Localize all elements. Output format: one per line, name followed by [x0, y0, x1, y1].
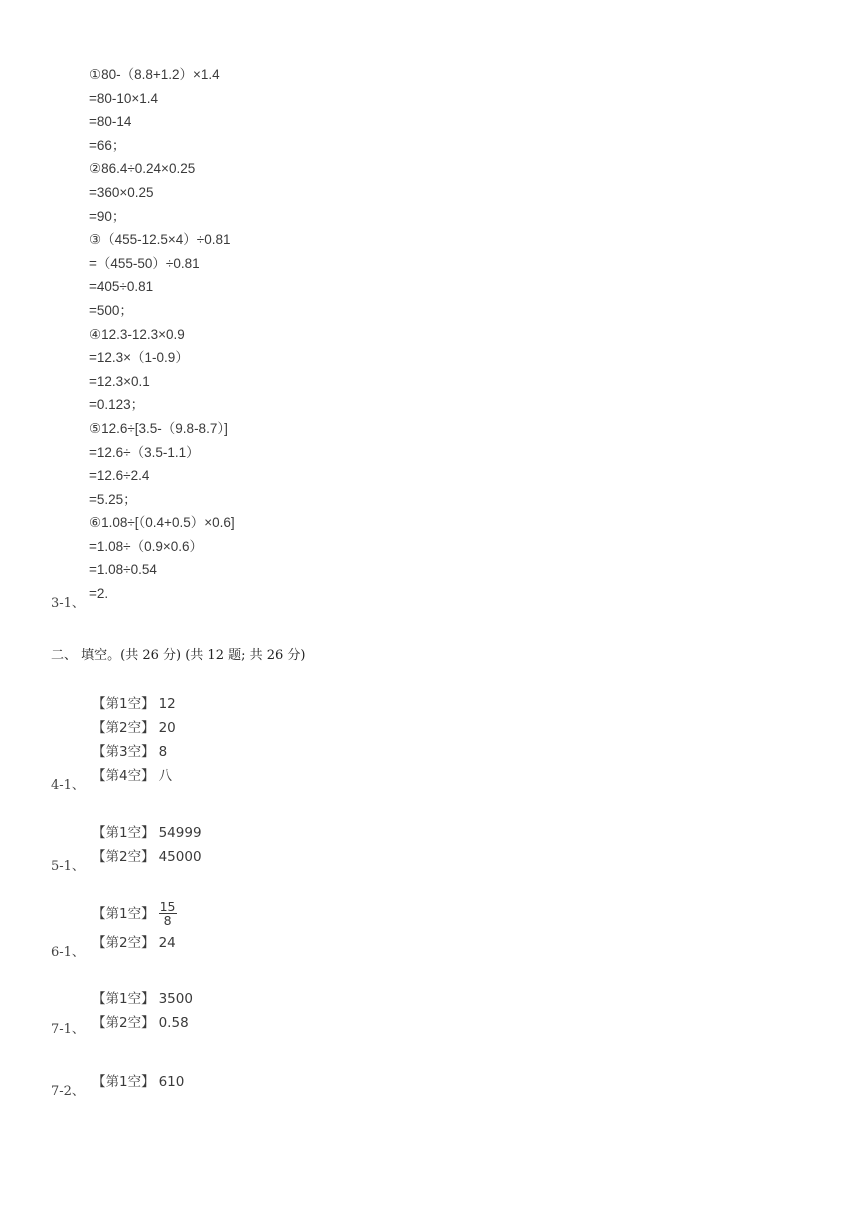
calc-step: =12.3×（1-0.9） [89, 350, 189, 366]
calc-step: =（455-50）÷0.81 [89, 255, 200, 271]
calc-step: =12.6÷2.4 [89, 468, 150, 484]
calc-step: =1.08÷（0.9×0.6） [89, 538, 203, 554]
calc-step: =80-14 [89, 114, 132, 130]
blank-value: 54999 [158, 825, 202, 841]
calc-step: =360×0.25 [89, 184, 154, 200]
blank-value: 8 [158, 744, 168, 760]
item-label-7-1: 7-1、 [51, 1022, 85, 1037]
calc-step: ⑥1.08÷[（0.4+0.5）×0.6] [89, 515, 235, 531]
blank-label: 【第1空】 [92, 991, 155, 1007]
calc-step: ⑤12.6÷[3.5-（9.8-8.7）] [89, 420, 228, 436]
answer-line [92, 845, 202, 869]
calc-step: =2. [89, 586, 109, 602]
calc-step: =80-10×1.4 [89, 90, 159, 106]
item-label-6-1: 6-1、 [51, 945, 85, 960]
calc-step: =66； [89, 137, 126, 153]
blank-value: 24 [158, 935, 176, 951]
blank-value: 八 [158, 768, 173, 784]
item-label-4-1: 4-1、 [51, 778, 85, 793]
blank-value: 45000 [158, 849, 202, 865]
answer-line [92, 931, 177, 955]
fraction-value [159, 900, 177, 927]
calc-step: ②86.4÷0.24×0.25 [89, 161, 196, 177]
calc-step: =0.123； [89, 397, 145, 413]
blank-label: 【第2空】 [92, 1015, 155, 1031]
blank-value: 610 [158, 1074, 185, 1090]
answer-group-4-1 [92, 692, 176, 788]
answer-group-6-1 [92, 897, 177, 955]
calc-step: =12.3×0.1 [89, 373, 150, 389]
item-label-3-1: 3-1、 [51, 596, 85, 611]
calc-step: =1.08÷0.54 [89, 562, 157, 578]
blank-label: 【第2空】 [92, 720, 155, 736]
answer-line [92, 897, 177, 931]
calculation-steps [89, 63, 235, 606]
fraction-denominator: 8 [163, 912, 172, 928]
blank-value: 0.58 [158, 1015, 189, 1031]
answer-line [92, 716, 176, 740]
calc-step: =90； [89, 208, 126, 224]
fraction-numerator: 15 [159, 898, 176, 914]
item-label-5-1: 5-1、 [51, 859, 85, 874]
section-heading: 二、 填空。(共 26 分) (共 12 题; 共 26 分) [51, 648, 306, 663]
answer-group-7-1 [92, 987, 193, 1035]
answer-line [92, 692, 176, 716]
calc-step: =405÷0.81 [89, 279, 154, 295]
calc-step: =5.25； [89, 491, 137, 507]
blank-value: 12 [158, 696, 176, 712]
calc-step: =500； [89, 302, 133, 318]
calc-step: ④12.3-12.3×0.9 [89, 326, 185, 342]
blank-label: 【第1空】 [92, 1074, 155, 1090]
answer-line [92, 1070, 184, 1094]
blank-label: 【第4空】 [92, 768, 155, 784]
blank-label: 【第3空】 [92, 744, 155, 760]
calc-step: =12.6÷（3.5-1.1） [89, 444, 200, 460]
blank-label: 【第1空】 [92, 825, 155, 841]
blank-label: 【第2空】 [92, 935, 155, 951]
answer-group-7-2 [92, 1070, 184, 1094]
answer-line [92, 987, 193, 1011]
answer-line [92, 821, 202, 845]
blank-label: 【第1空】 [92, 906, 155, 922]
blank-value: 20 [158, 720, 176, 736]
answer-line [92, 740, 176, 764]
blank-label: 【第2空】 [92, 849, 155, 865]
item-label-7-2: 7-2、 [51, 1084, 85, 1099]
answer-line [92, 764, 176, 788]
blank-value: 3500 [158, 991, 193, 1007]
answer-line [92, 1011, 193, 1035]
blank-label: 【第1空】 [92, 696, 155, 712]
calc-step: ③（455-12.5×4）÷0.81 [89, 232, 231, 248]
calc-step: ①80-（8.8+1.2）×1.4 [89, 67, 220, 82]
answer-group-5-1 [92, 821, 202, 869]
